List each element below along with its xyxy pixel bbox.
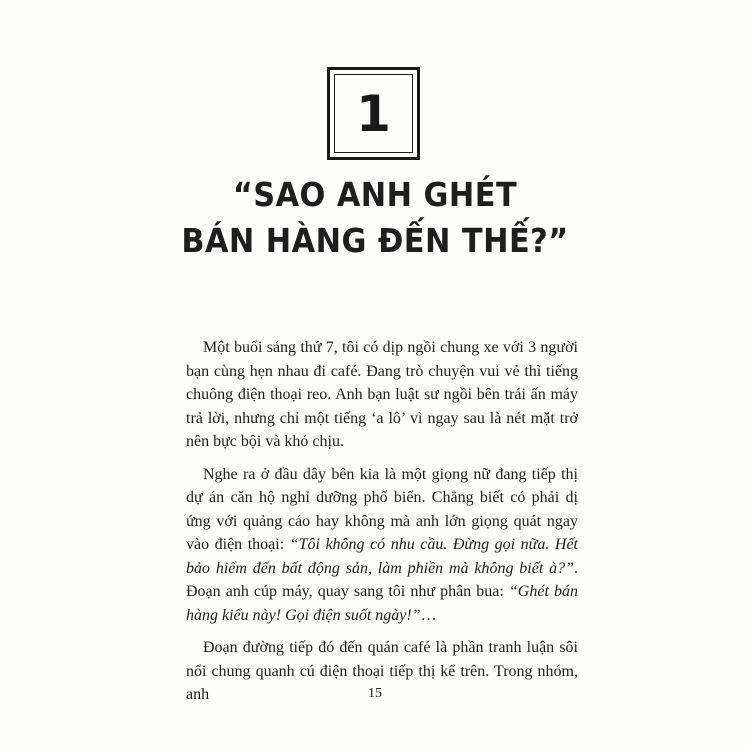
chapter-title-line-1: “SAO ANH GHÉT (232, 175, 518, 214)
paragraph-2 (186, 463, 578, 628)
page-number: 15 (368, 686, 382, 701)
chapter-number-frame (327, 67, 420, 160)
chapter-body (186, 336, 578, 716)
paragraph-2-quote-2: “Ghét bán hàng kiểu này! Gọi điện suốt ngày!” (186, 583, 578, 624)
chapter-title (168, 172, 582, 264)
paragraph-1: Một buổi sáng thứ 7, tôi có dịp ngồi chung xe với 3 người bạn cùng hẹn nhau đi café. Đang trò chuyện vui vẻ thì tiếng chuông điện thoại reo. Anh bạn luật sư ngồi bên trái ấn máy trả lời, nhưng chỉ một tiếng ‘a lô’ vì ngay sau là nét mặt trở nên bực bội và khó chịu. (186, 339, 578, 450)
paragraph-2-text-a: Nghe ra ở đầu dây bên kia là một giọng nữ đang tiếp thị dự án căn hộ nghỉ dưỡng phố biển. Chẳng biết có phải dị ứng với quảng cáo hay không mà anh lớn giọng quát ngay vào điện thoại: (186, 465, 578, 553)
paragraph-2-quote-1: “Tôi không có nhu cầu. Đừng gọi nữa. Hết bảo hiểm đến bất động sản, làm phiền mà không biết à?” (186, 536, 578, 577)
paragraph-2-text-b: . Đoạn anh cúp máy, quay sang tôi như phân bua: (186, 559, 578, 600)
paragraph-2-text-c: … (420, 606, 437, 624)
chapter-number: 1 (356, 84, 391, 143)
paragraph-3: Đoạn đường tiếp đó đến quán café là phần tranh luận sôi nổi chung quanh cú điện thoại tiếp thị kể trên. Trong nhóm, anh (186, 639, 578, 703)
chapter-title-line-2: BÁN HÀNG ĐẾN THẾ?” (181, 221, 569, 260)
